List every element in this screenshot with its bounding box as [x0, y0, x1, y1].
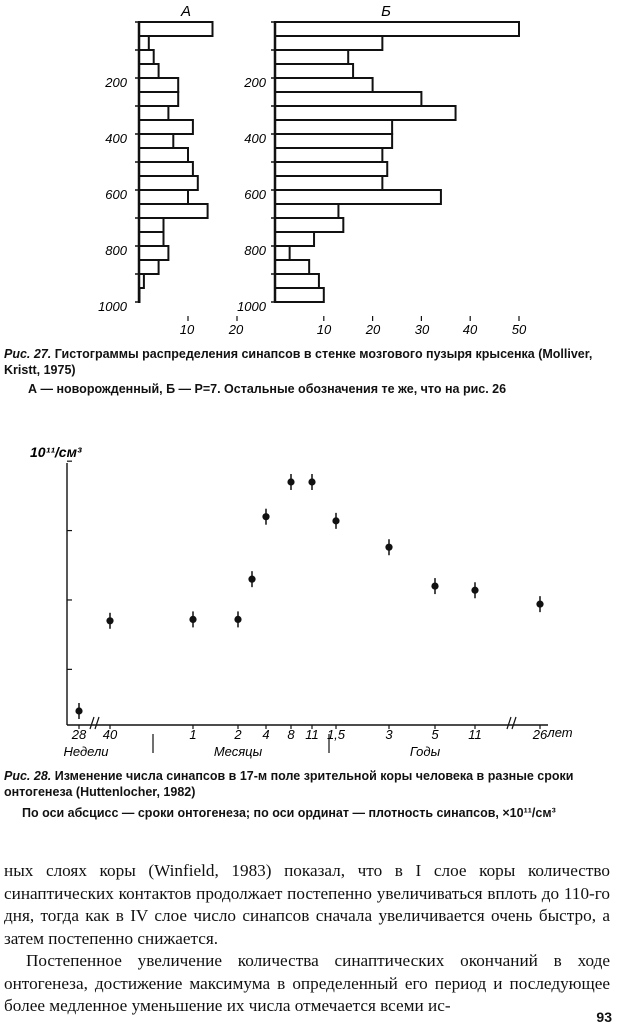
histogram-bar: [139, 204, 208, 218]
histogram-bar: [275, 134, 392, 148]
panel-b-label: Б: [381, 3, 391, 20]
data-point: [308, 478, 315, 485]
y-tick-label: 1000: [98, 299, 127, 314]
y-tick-label: 600: [244, 187, 266, 202]
x-tick-label: 1,5: [326, 727, 346, 742]
group-label-weeks: Недели: [63, 744, 109, 759]
histogram-bar: [139, 134, 173, 148]
histogram-bar: [139, 78, 178, 92]
x-tick-label: 2: [234, 727, 242, 742]
histogram-bar: [275, 64, 353, 78]
x-groups: [63, 744, 440, 759]
caption-prefix: Рис. 27.: [4, 347, 52, 361]
histogram-bar: [139, 50, 154, 64]
histogram-bar: [275, 260, 309, 274]
x-tick-label: 30: [414, 322, 430, 337]
histogram-bar: [275, 246, 290, 260]
x-tick-label: 28: [71, 727, 87, 742]
histogram-bar: [275, 190, 441, 204]
x-tick-label: 10: [316, 322, 332, 337]
histogram-bar: [275, 78, 373, 92]
figure-27-caption: [4, 346, 614, 378]
axes: [67, 461, 548, 753]
x-tick-label: 5: [431, 727, 439, 742]
histogram-bar: [139, 106, 168, 120]
caption-note: А — новорожденный, Б — Р=7. Остальные обозначения те же, что на рис. 26: [28, 382, 507, 396]
y-tick-label: 200: [244, 75, 266, 90]
histogram-bar: [139, 36, 149, 50]
caption-text: Гистограммы распределения синапсов в стенке мозгового пузыря крысенка (Molliver, Kristt, 1975): [4, 347, 593, 377]
axis-break: [90, 717, 94, 729]
group-label-years: Годы: [409, 744, 441, 759]
x-tick-label: 10: [179, 322, 195, 337]
x-tick-label: 50: [511, 322, 527, 337]
histogram-bar: [275, 176, 382, 190]
data-point: [248, 576, 255, 583]
x-tick-label: 4: [262, 727, 270, 742]
paragraph: Постепенное увеличение количества синаптических окончаний в ходе онтогенеза, достижение максимума в определенный его период и последующее более медленное уменьшение их числа отмечается всеми ис-: [4, 951, 610, 1015]
histogram-bar: [275, 274, 319, 288]
x-tick-label: 3: [385, 727, 393, 742]
x-tick-label: 11: [468, 727, 482, 742]
histogram-bar: [275, 106, 456, 120]
axis-break: [507, 717, 511, 729]
caption-prefix: Рис. 28.: [4, 769, 52, 783]
paragraph: ных слоях коры (Winfield, 1983) показал, что в I слое коры количество синаптических контактов продолжает постепенно увеличиваться вплоть до 110-го дня, тогда как в IV слое число синапсов сначала увеличивается очень быстро, а затем постепенно снижается.: [4, 861, 610, 948]
x-tick-label: 20: [365, 322, 381, 337]
histogram-bar: [139, 22, 213, 36]
axis-break: [512, 717, 516, 729]
histogram-bar: [139, 120, 193, 134]
axis-break: [95, 717, 99, 729]
histogram-bar: [275, 288, 324, 302]
data-point: [332, 517, 339, 524]
data-point: [106, 617, 113, 624]
y-axis-b-ticks: [237, 75, 267, 314]
data-point: [471, 587, 478, 594]
x-tick-label: 40: [462, 322, 478, 337]
data-point: [385, 544, 392, 551]
x-axis-ticks: [71, 727, 548, 742]
figure-27: [0, 0, 620, 345]
group-label-months: Месяцы: [213, 744, 263, 759]
panel-a-label: А: [180, 3, 192, 20]
histogram-bar: [139, 148, 188, 162]
histogram-bar: [139, 176, 198, 190]
caption-text: Изменение числа синапсов в 17-м поле зрительной коры человека в разные сроки онтогенеза (Huttenlocher, 1982): [4, 769, 574, 799]
histogram-bar: [275, 204, 338, 218]
figure-27-caption-note: [28, 381, 614, 397]
x-tick-label: 8: [287, 727, 295, 742]
data-point: [189, 616, 196, 623]
x-unit-label: лет: [547, 725, 573, 740]
histogram-bar: [139, 64, 159, 78]
x-axis-a-ticks: [180, 322, 244, 337]
y-axis-a-ticks: [98, 75, 128, 314]
histogram-bar: [275, 148, 382, 162]
y-tick-label: 600: [105, 187, 127, 202]
histogram-bar: [275, 120, 392, 134]
figure-28-caption-note: [22, 805, 614, 821]
data-points: [75, 474, 543, 719]
data-point: [75, 707, 82, 714]
histogram-bar: [275, 162, 387, 176]
histogram-bar: [275, 218, 343, 232]
body-text: [4, 860, 610, 1018]
data-point: [431, 582, 438, 589]
x-axis-b-ticks: [317, 322, 527, 337]
y-tick-label: 800: [105, 243, 127, 258]
histogram-a: [135, 22, 237, 321]
data-point: [287, 478, 294, 485]
y-tick-label: 1000: [237, 299, 266, 314]
y-axis-label: 10¹¹/см³: [30, 444, 82, 460]
histogram-bar: [275, 232, 314, 246]
histogram-bar: [139, 246, 168, 260]
histogram-bar: [275, 36, 382, 50]
page-number: 93: [596, 1009, 612, 1025]
histogram-bar: [139, 92, 178, 106]
y-tick-label: 200: [105, 75, 127, 90]
histogram-bar: [275, 22, 519, 36]
data-point: [234, 616, 241, 623]
y-tick-label: 800: [244, 243, 266, 258]
x-tick-label: 40: [102, 727, 118, 742]
y-tick-label: 400: [244, 131, 266, 146]
caption-note: По оси абсцисс — сроки онтогенеза; по оси ординат — плотность синапсов, ×10¹¹/см³: [22, 806, 556, 820]
x-tick-label: 11: [305, 727, 319, 742]
histogram-bar: [139, 218, 164, 232]
histogram-bar: [139, 232, 164, 246]
histogram-b: [271, 22, 519, 321]
histogram-bar: [139, 162, 193, 176]
histogram-bar: [275, 50, 348, 64]
figure-28: [0, 435, 620, 765]
histogram-bar: [275, 92, 421, 106]
data-point: [262, 513, 269, 520]
histogram-bar: [139, 260, 159, 274]
x-tick-label: 26: [532, 727, 548, 742]
data-point: [536, 601, 543, 608]
y-tick-label: 400: [105, 131, 127, 146]
x-tick-label: 1: [189, 727, 197, 742]
histogram-bar: [139, 190, 188, 204]
x-tick-label: 20: [228, 322, 244, 337]
figure-28-caption: [4, 768, 614, 800]
